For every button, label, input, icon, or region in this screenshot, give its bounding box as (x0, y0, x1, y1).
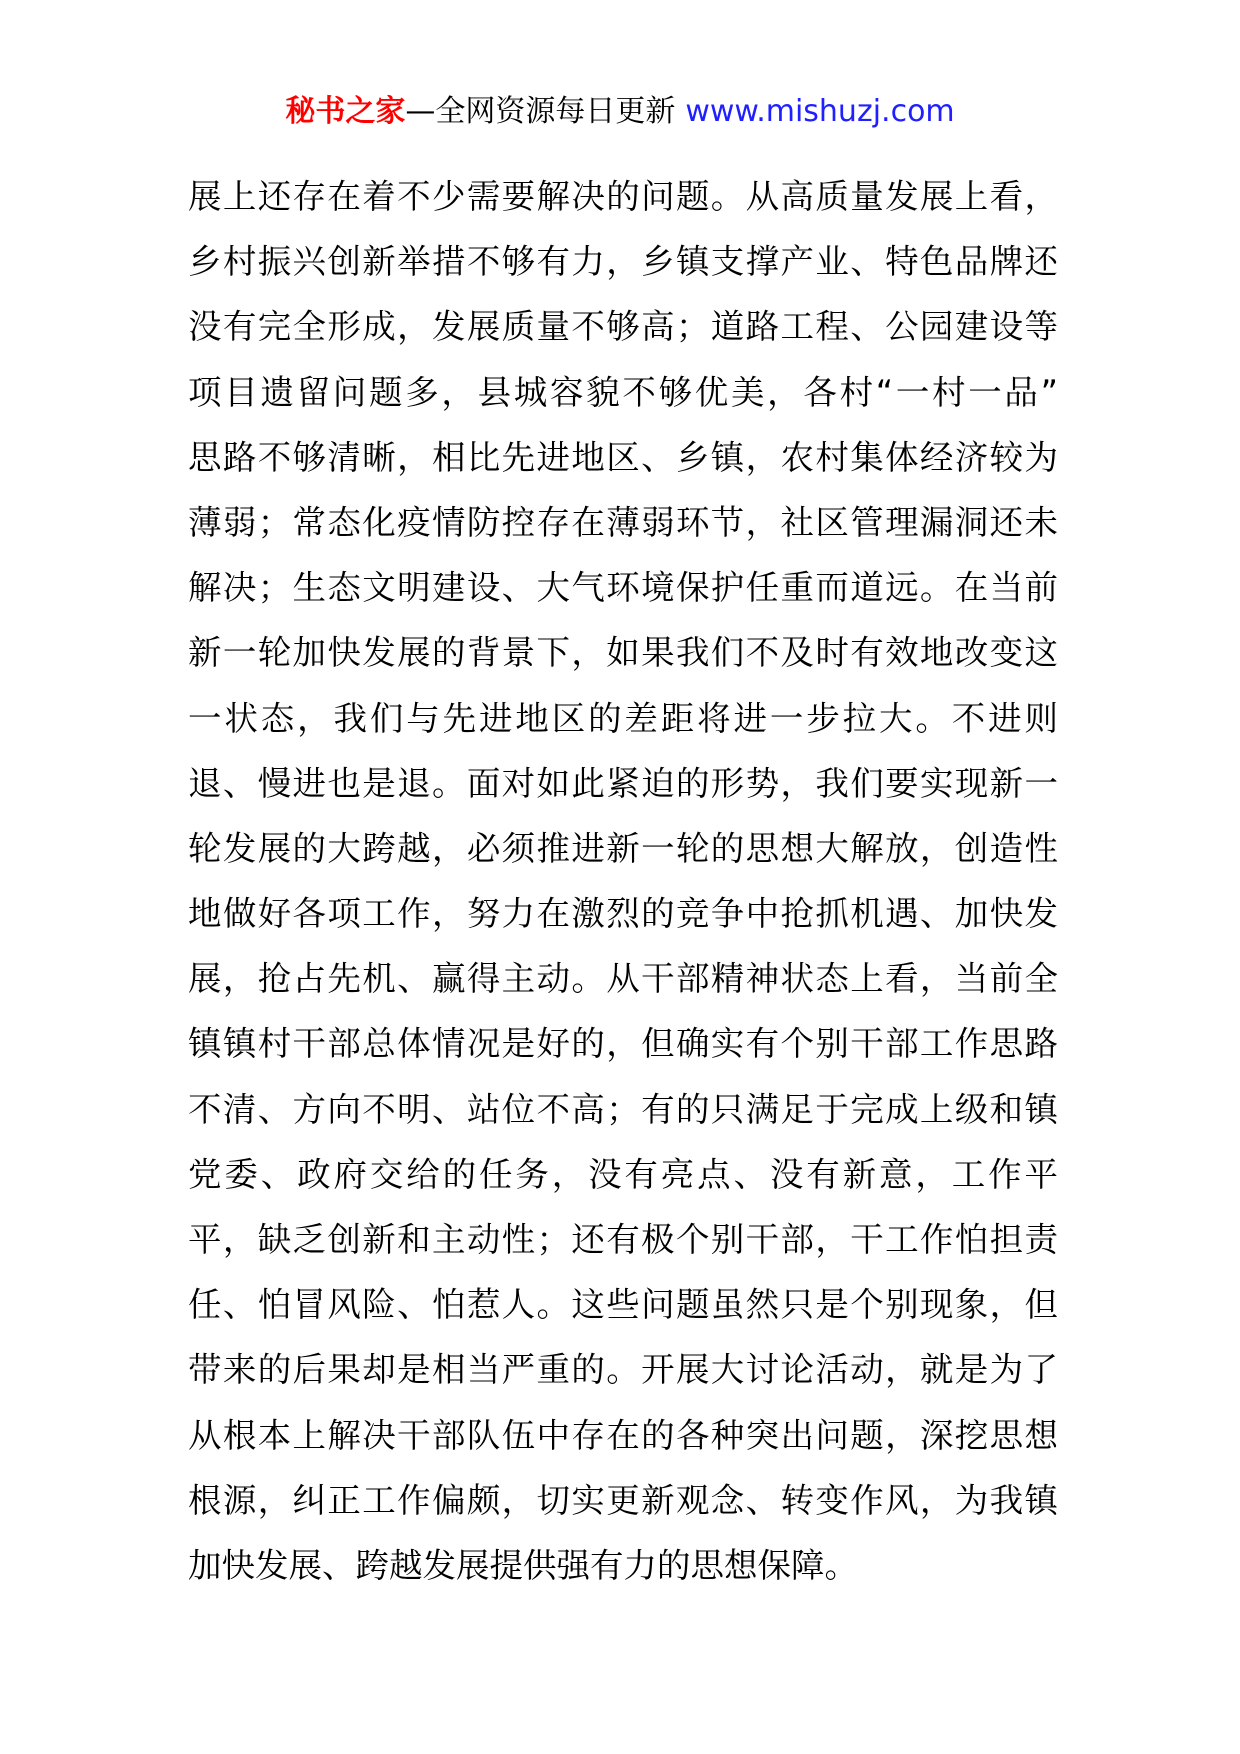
text-line: 党委、政府交给的任务，没有亮点、没有新意，工作平 (188, 1154, 1058, 1194)
text-line: 根源，纠正工作偏颇，切实更新观念、转变作风，为我镇 (188, 1480, 1058, 1520)
text-line: 乡村振兴创新举措不够有力，乡镇支撑产业、特色品牌还 (188, 242, 1058, 282)
text-line: 新一轮加快发展的背景下，如果我们不及时有效地改变这 (188, 633, 1058, 673)
text-line: 从根本上解决干部队伍中存在的各种突出问题，深挖思想 (188, 1415, 1058, 1455)
text-line: 展上还存在着不少需要解决的问题。从高质量发展上看， (188, 177, 1058, 216)
text-line: 地做好各项工作，努力在激烈的竞争中抢抓机遇、加快发 (188, 894, 1058, 934)
text-line: 加快发展、跨越发展提供强有力的思想保障。 (188, 1545, 858, 1585)
site-tagline: —全网资源每日更新 (405, 94, 676, 129)
text-line: 薄弱；常态化疫情防控存在薄弱环节，社区管理漏洞还未 (188, 502, 1058, 542)
text-line: 带来的后果却是相当严重的。开展大讨论活动，就是为了 (188, 1350, 1058, 1390)
text-line: 镇镇村干部总体情况是好的，但确实有个别干部工作思路 (188, 1024, 1058, 1064)
text-line: 解决；生态文明建设、大气环境保护任重而道远。在当前 (188, 568, 1058, 608)
site-brand: 秘书之家 (285, 94, 406, 129)
text-line: 退、慢进也是退。面对如此紧迫的形势，我们要实现新一 (188, 763, 1058, 803)
text-line: 展，抢占先机、赢得主动。从干部精神状态上看，当前全 (188, 959, 1058, 999)
text-line: 没有完全形成，发展质量不够高；道路工程、公园建设等 (188, 307, 1058, 347)
site-url-link[interactable]: www.mishuzj.com (685, 94, 955, 129)
site-header (0, 92, 1240, 132)
document-body (188, 164, 1058, 1598)
text-line: 任、怕冒风险、怕惹人。这些问题虽然只是个别现象，但 (188, 1285, 1058, 1325)
text-line: 项目遗留问题多，县城容貌不够优美，各村“一村一品” (188, 372, 1058, 412)
text-line: 平，缺乏创新和主动性；还有极个别干部，干工作怕担责 (188, 1220, 1058, 1259)
text-line: 不清、方向不明、站位不高；有的只满足于完成上级和镇 (188, 1089, 1058, 1129)
text-line: 轮发展的大跨越，必须推进新一轮的思想大解放，创造性 (188, 828, 1058, 868)
text-line: 一状态，我们与先进地区的差距将进一步拉大。不进则 (188, 698, 1058, 738)
text-line: 思路不够清晰，相比先进地区、乡镇，农村集体经济较为 (188, 437, 1058, 477)
